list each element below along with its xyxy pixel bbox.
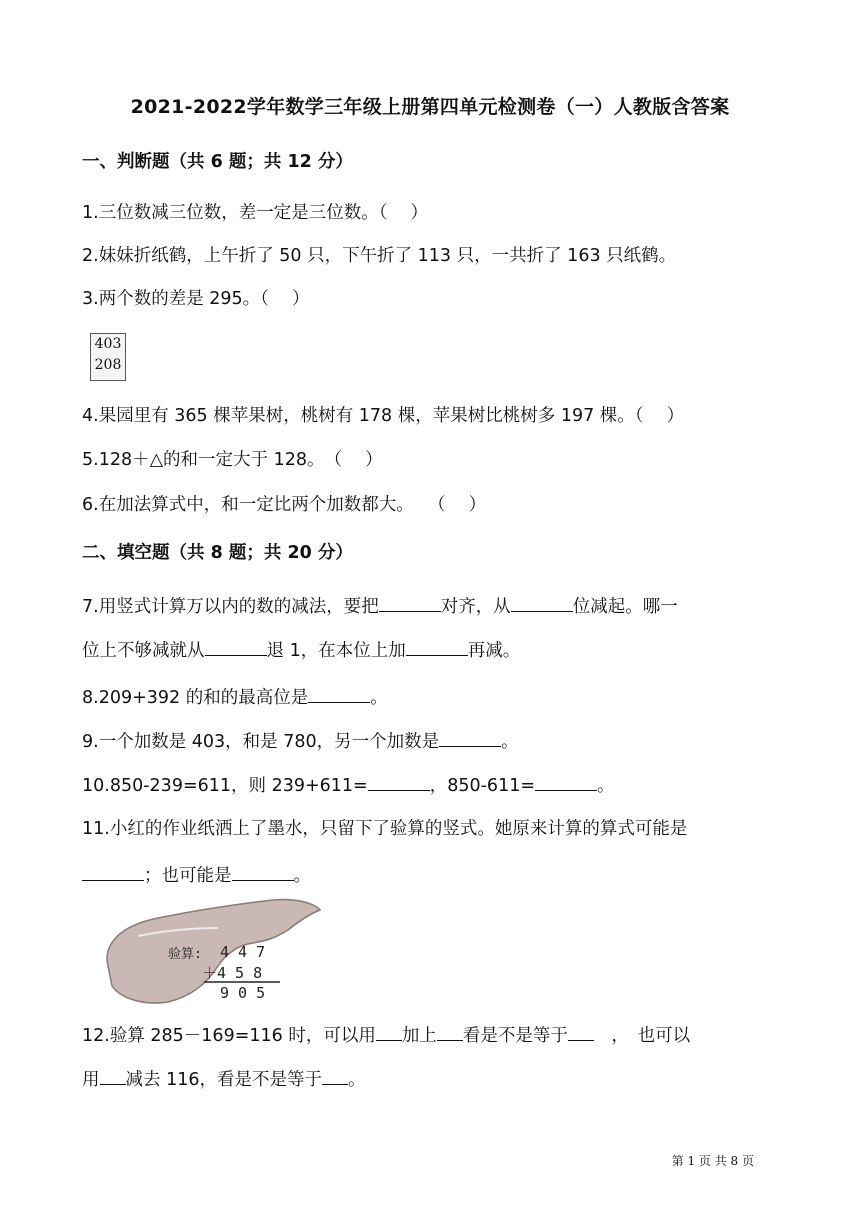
q9-text-2: 。 bbox=[501, 732, 519, 752]
q11-text-3: 。 bbox=[293, 866, 311, 886]
answer-blank bbox=[205, 637, 267, 656]
section-heading-fill: 二、填空题（共 8 题；共 20 分） bbox=[82, 543, 353, 563]
q11-text-1: 11.小红的作业纸洒上了墨水，只留下了验算的竖式。她原来计算的算式可能是 bbox=[82, 819, 688, 839]
page-title: 2021-2022学年数学三年级上册第四单元检测卷（一）人教版含答案 bbox=[130, 96, 730, 118]
ink-stained-paper-figure bbox=[98, 896, 324, 1004]
q7-text-2: 对齐，从 bbox=[440, 597, 511, 617]
verify-row-1: 4 4 7 bbox=[220, 943, 266, 961]
question-8 bbox=[82, 684, 388, 710]
q10-text-1: 10.850-239=611，则 239+611= bbox=[82, 776, 368, 796]
q12-text-1: 12.验算 285－169=116 时，可以用 bbox=[82, 1026, 376, 1046]
answer-blank bbox=[568, 1022, 594, 1041]
q7-text-5: 退 1，在本位上加 bbox=[266, 641, 406, 661]
question-12-line-2 bbox=[82, 1066, 365, 1092]
q7-text-4: 位上不够减就从 bbox=[82, 641, 205, 661]
question-1: 1.三位数减三位数，差一定是三位数。（ ） bbox=[82, 203, 429, 223]
page-footer: 第 1 页 共 8 页 bbox=[671, 1154, 754, 1168]
answer-blank bbox=[437, 1022, 463, 1041]
q9-text-1: 9.一个加数是 403，和是 780，另一个加数是 bbox=[82, 732, 440, 752]
figure-bottom-number: 208 bbox=[94, 357, 122, 373]
question-10 bbox=[82, 772, 615, 798]
question-9 bbox=[82, 728, 519, 754]
verify-row-3: 9 0 5 bbox=[220, 984, 266, 1002]
q12-text-2: 加上 bbox=[401, 1026, 437, 1046]
q11-text-2: ；也可能是 bbox=[144, 866, 232, 886]
question-11-line-2 bbox=[82, 862, 311, 888]
q12-text-5: 用 bbox=[82, 1070, 100, 1090]
section-heading-judgment: 一、判断题（共 6 题；共 12 分） bbox=[82, 152, 353, 172]
q10-text-2: ，850-611= bbox=[429, 776, 536, 796]
answer-blank bbox=[100, 1066, 126, 1085]
question-7-line-1 bbox=[82, 593, 678, 619]
answer-blank bbox=[535, 772, 597, 791]
answer-blank bbox=[368, 772, 430, 791]
answer-blank bbox=[439, 728, 501, 747]
question-3: 3.两个数的差是 295。（ ） bbox=[82, 289, 310, 309]
q12-text-4: ， 也可以 bbox=[593, 1026, 691, 1046]
verify-row-2: ＋4 5 8 bbox=[202, 964, 263, 982]
question-2: 2.妹妹折纸鹤，上午折了 50 只，下午折了 113 只，一共折了 163 只纸鹤。 bbox=[82, 246, 677, 266]
answer-blank bbox=[406, 637, 468, 656]
q10-text-3: 。 bbox=[597, 776, 615, 796]
answer-blank bbox=[308, 684, 370, 703]
answer-blank bbox=[232, 862, 294, 881]
question-12-line-1 bbox=[82, 1022, 690, 1048]
q8-text-1: 8.209+392 的和的最高位是 bbox=[82, 688, 309, 708]
answer-blank bbox=[376, 1022, 402, 1041]
ink-stain-illustration bbox=[98, 896, 324, 1004]
answer-blank bbox=[82, 862, 144, 881]
vertical-calc-figure bbox=[90, 333, 126, 381]
verify-label: 验算: bbox=[168, 947, 202, 962]
q7-text-6: 再减。 bbox=[467, 641, 521, 661]
question-5: 5.128＋△的和一定大于 128。 （ ） bbox=[82, 450, 383, 470]
answer-blank bbox=[322, 1066, 348, 1085]
q12-text-3: 看是不是等于 bbox=[462, 1026, 568, 1046]
answer-blank bbox=[511, 593, 573, 612]
question-6: 6.在加法算式中，和一定比两个加数都大。 （ ） bbox=[82, 495, 487, 515]
q7-text-3: 位减起。哪一 bbox=[572, 597, 678, 617]
question-7-line-2 bbox=[82, 637, 520, 663]
question-4: 4.果园里有 365 棵苹果树，桃树有 178 棵，苹果树比桃树多 197 棵。（ ） bbox=[82, 406, 685, 426]
question-11-line-1 bbox=[82, 817, 687, 841]
q7-text-1: 7.用竖式计算万以内的数的减法，要把 bbox=[82, 597, 379, 617]
answer-blank bbox=[379, 593, 441, 612]
q12-text-7: 。 bbox=[347, 1070, 366, 1090]
figure-top-number: 403 bbox=[94, 336, 122, 352]
q12-text-6: 减去 116，看是不是等于 bbox=[125, 1070, 322, 1090]
q8-text-2: 。 bbox=[370, 688, 388, 708]
